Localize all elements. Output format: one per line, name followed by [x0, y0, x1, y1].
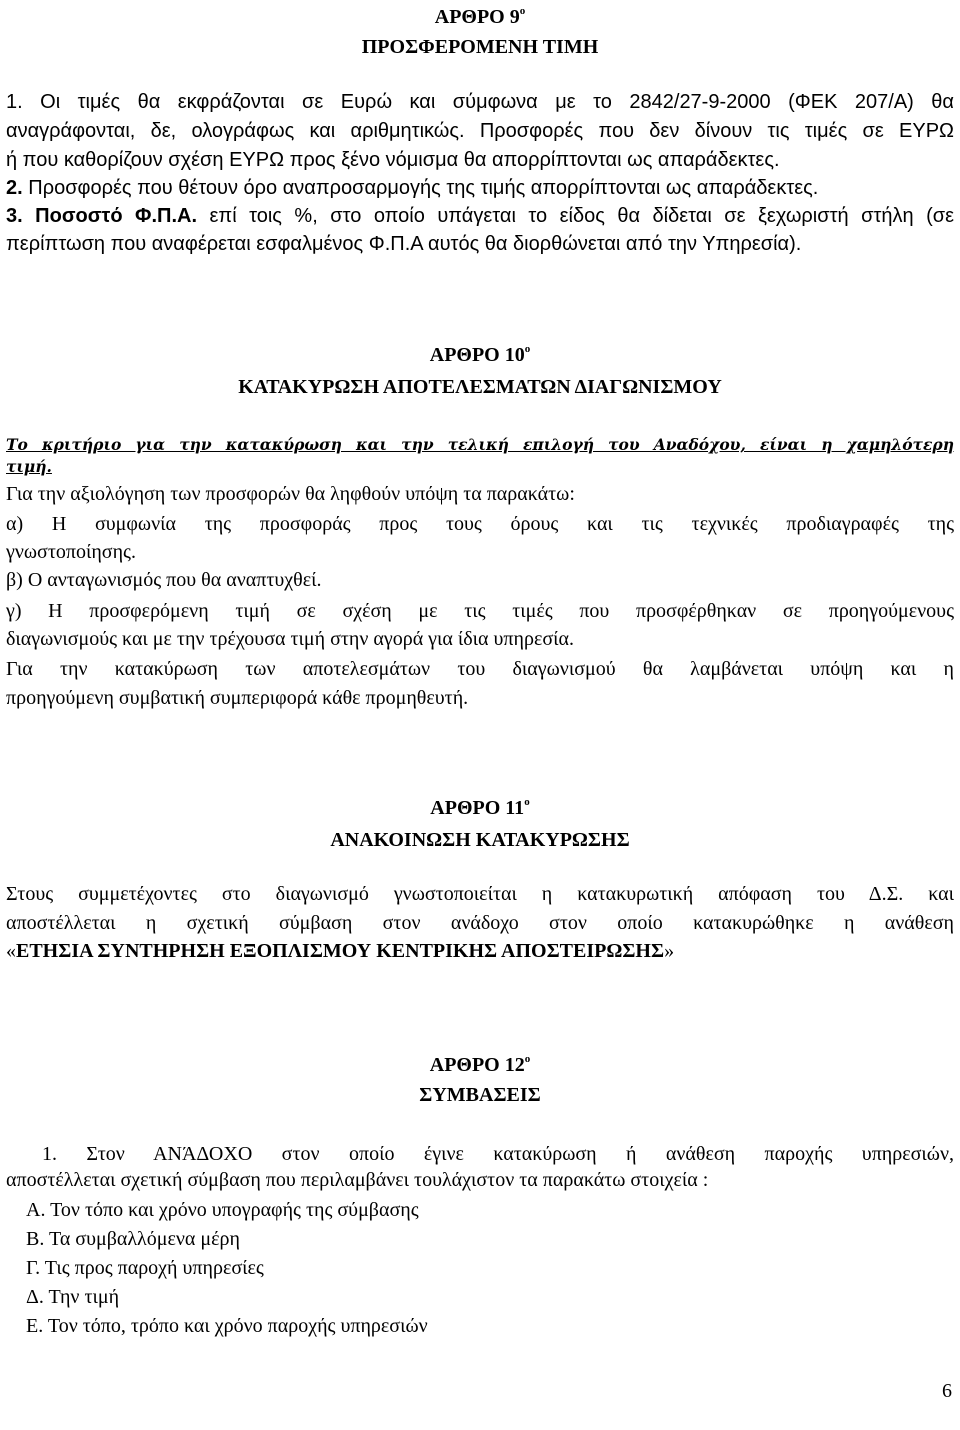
- article-12-heading: [0, 1050, 960, 1110]
- article-10-line-2: α) Η συμφωνία της προσφοράς προς τους όρους και τις τεχνικές προδιαγραφές της: [6, 513, 954, 535]
- article-9-subtitle: ΠΡΟΣΦΕΡΟΜΕΝΗ ΤΙΜΗ: [361, 36, 599, 58]
- article-11-ordinal: ο: [524, 796, 530, 808]
- article-10-line-5: γ) Η προσφερόμενη τιμή σε σχέση με τις τιμές που προσφέρθηκαν σε προηγούμενους: [6, 600, 954, 622]
- article-9-line-4: 2. Προσφορές που θέτουν όρο αναπροσαρμογής της τιμής απορρίπτονται ως απαράδεκτες.: [6, 177, 819, 199]
- article-11-subtitle: ΑΝΑΚΟΙΝΩΣΗ ΚΑΤΑΚΥΡΩΣΗΣ: [330, 829, 630, 851]
- article-9-line-6: περίπτωση που αναφέρεται εσφαλμένος Φ.Π.Α αυτός θα διορθώνεται από την Υπηρεσία).: [6, 233, 802, 255]
- article-12-title: ΑΡΘΡΟ 12: [429, 1054, 525, 1076]
- contract-item: Β. Τα συμβαλλόμενα μέρη: [26, 1228, 240, 1250]
- article-10-line-1: Για την αξιολόγηση των προσφορών θα ληφθούν υπόψη τα παρακάτω:: [6, 483, 575, 505]
- contract-item: Γ. Τις προς παροχή υπηρεσίες: [26, 1257, 264, 1279]
- article-10-line-7: Για την κατακύρωση των αποτελεσμάτων του διαγωνισμού θα λαμβάνεται υπόψη και η: [6, 658, 954, 680]
- award-criterion-line-1: Το κριτήριο για την κατακύρωση και την τελική επιλογή του Αναδόχου, είναι η χαμηλότερη: [6, 435, 954, 454]
- article-10-heading: [0, 340, 960, 402]
- article-11-heading: [0, 793, 960, 855]
- article-11-line-2: αποστέλλεται η σχετική σύμβαση στον ανάδοχο στον οποίο κατακυρώθηκε η ανάθεση: [6, 912, 954, 934]
- award-criterion-line-2: τιμή.: [6, 457, 52, 476]
- article-10-line-3: γνωστοποίησης.: [6, 541, 136, 563]
- article-11-title: ΑΡΘΡΟ 11: [430, 797, 525, 819]
- page-number: 6: [942, 1380, 952, 1402]
- contract-item: Α. Τον τόπο και χρόνο υπογραφής της σύμβασης: [26, 1199, 419, 1221]
- article-9-line-5: 3. Ποσοστό Φ.Π.Α. επί τοις %, στο οποίο υπάγεται το είδος θα δίδεται σε ξεχωριστή στήλη (σε: [6, 205, 954, 227]
- article-10-subtitle: ΚΑΤΑΚΥΡΩΣΗ ΑΠΟΤΕΛΕΣΜΑΤΩΝ ΔΙΑΓΩΝΙΣΜΟΥ: [238, 376, 722, 398]
- article-10-ordinal: ο: [524, 343, 531, 355]
- contract-item: Ε. Τον τόπο, τρόπο και χρόνο παροχής υπηρεσιών: [26, 1315, 428, 1337]
- article-11-line-1: Στους συμμετέχοντες στο διαγωνισμό γνωστοποιείται η κατακυρωτική απόφαση του Δ.Σ. και: [6, 883, 954, 905]
- article-9-line-1: 1. Οι τιμές θα εκφράζονται σε Ευρώ και σύμφωνα με το 2842/27-9-2000 (ΦΕΚ 207/Α) θα: [6, 91, 954, 113]
- article-12-line-2: αποστέλλεται σχετική σύμβαση που περιλαμβάνει τουλάχιστον τα παρακάτω στοιχεία :: [6, 1169, 709, 1191]
- article-10-line-6: διαγωνισμούς και με την τρέχουσα τιμή στην αγορά για ίδια υπηρεσία.: [6, 628, 575, 650]
- article-10-title: ΑΡΘΡΟ 10: [429, 344, 525, 366]
- article-12-line-1: 1. Στον ΑΝΆΔΟΧΟ στον οποίο έγινε κατακύρωση ή ανάθεση παροχής υπηρεσιών,: [42, 1143, 954, 1165]
- article-12-ordinal: ο: [524, 1053, 531, 1065]
- article-10-line-8: προηγούμενη συμβατική συμπεριφορά κάθε προμηθευτή.: [6, 687, 469, 709]
- article-9-line-2: αναγράφονται, δε, ολογράφως και αριθμητικώς. Προσφορές που δεν δίνουν τις τιμές σε ΕΥΡΩ: [6, 120, 954, 142]
- article-9-title: ΑΡΘΡΟ 9: [434, 6, 520, 28]
- article-9-ordinal: ο: [519, 5, 526, 17]
- article-9-heading: [0, 2, 960, 62]
- contract-item: Δ. Την τιμή: [26, 1286, 120, 1308]
- article-10-line-4: β) Ο ανταγωνισμός που θα αναπτυχθεί.: [6, 569, 322, 591]
- article-12-subtitle: ΣΥΜΒΑΣΕΙΣ: [419, 1084, 541, 1106]
- article-11-line-3: «ΕΤΗΣΙΑ ΣΥΝΤΗΡΗΣΗ ΕΞΟΠΛΙΣΜΟΥ ΚΕΝΤΡΙΚΗΣ ΑΠΟΣΤΕΙΡΩΣΗΣ»: [6, 940, 675, 962]
- article-9-line-3: ή που καθορίζουν σχέση ΕΥΡΩ προς ξένο νόμισμα θα απορρίπτονται ως απαράδεκτες.: [6, 149, 780, 171]
